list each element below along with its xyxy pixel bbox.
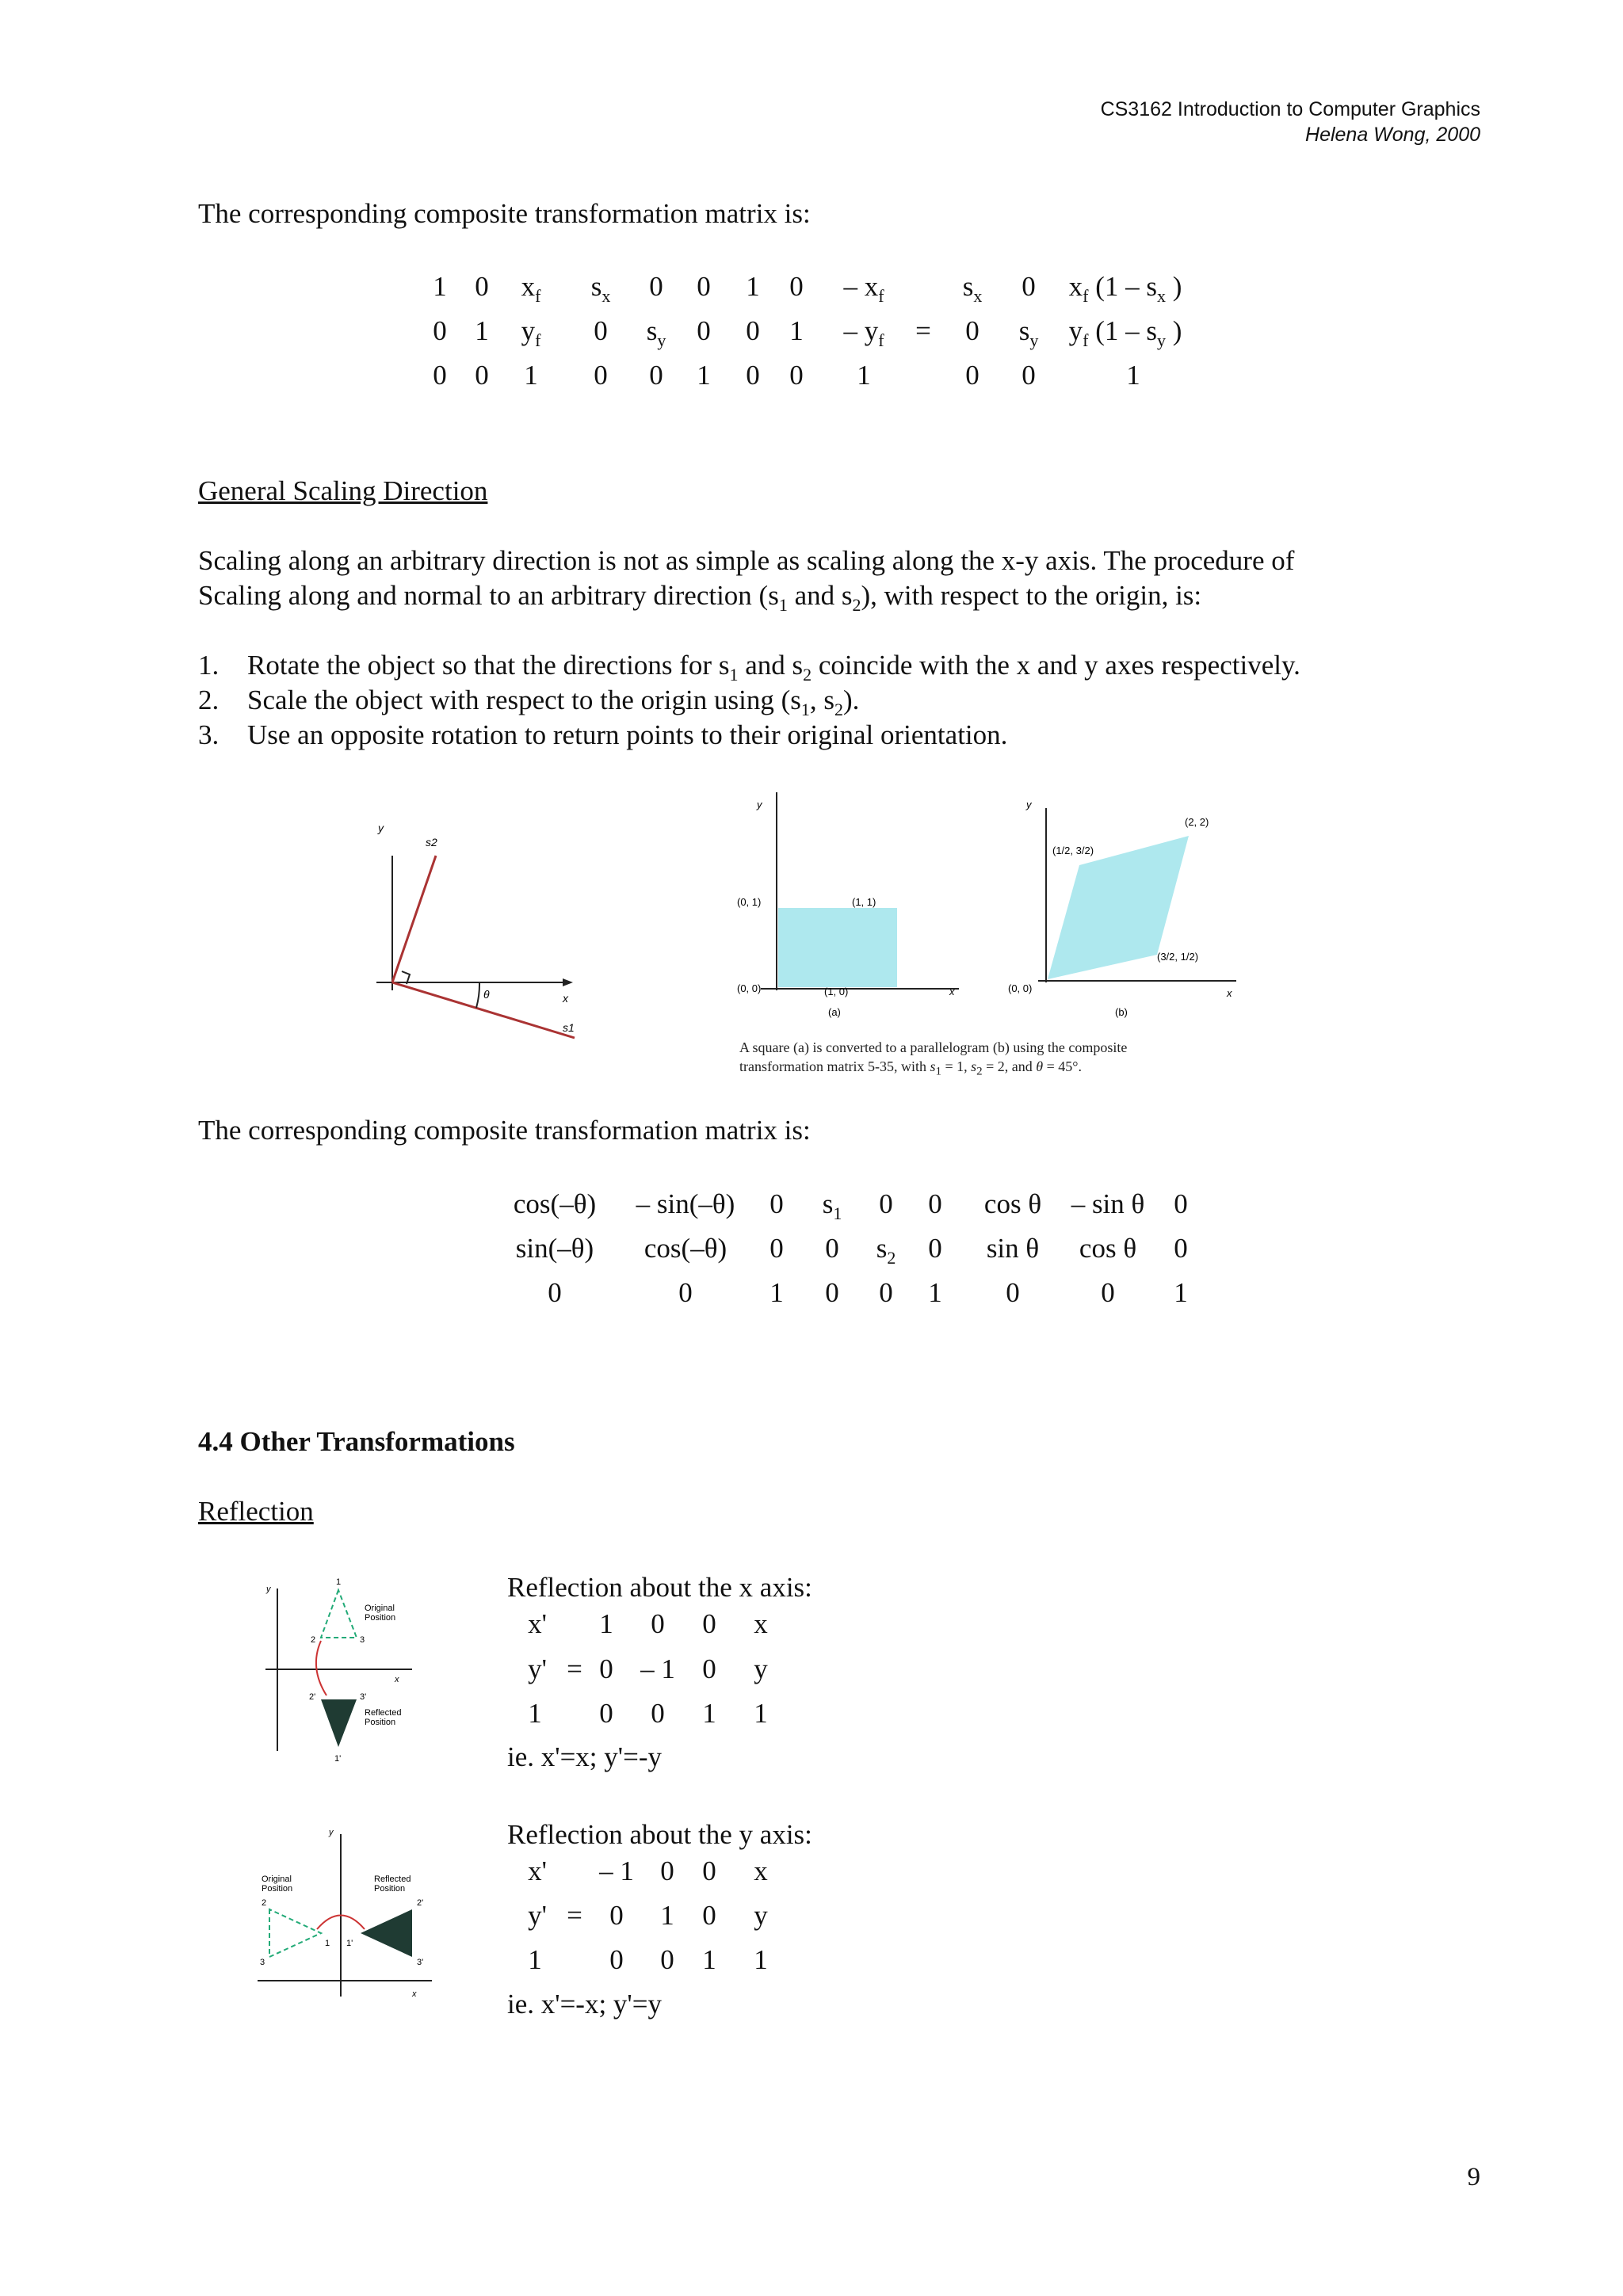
rx-reflected-label: Reflected xyxy=(365,1708,402,1718)
m2-r1-c5: 0 xyxy=(928,1233,942,1264)
general-scaling-heading: General Scaling Direction xyxy=(198,475,488,506)
ry-y-label: y xyxy=(329,1828,334,1837)
figure-caption-line1: A square (a) is converted to a parallelogram (b) using the composite xyxy=(739,1039,1128,1055)
m2-r1-c0: sin(–θ) xyxy=(515,1233,594,1264)
reflection-x-figure xyxy=(254,1573,428,1779)
m1-r1-c4: $s_y$ xyxy=(646,315,666,350)
m2-r1-c1: cos(–θ) xyxy=(643,1233,727,1264)
m2-r1-c8: 0 xyxy=(1174,1233,1188,1264)
ry-original-label-2: Position xyxy=(262,1884,293,1894)
rym-r0-c2: – 1 xyxy=(599,1855,634,1886)
step-1-text: Rotate the object so that the directions for $s_1$ and $s_2$ coincide with the x and y axes respectively. xyxy=(247,650,1300,685)
s1-label: s1 xyxy=(563,1021,575,1034)
unit-square xyxy=(778,908,897,987)
ry-p3: 3 xyxy=(260,1958,265,1967)
ry-reflected-label-2: Position xyxy=(374,1884,406,1894)
ry-x-label: x xyxy=(412,1989,417,1999)
rym-r2-c5: 1 xyxy=(754,1944,768,1975)
m1-r1-c9: 0 xyxy=(965,315,980,346)
m1-r2-c11: 1 xyxy=(1126,360,1140,391)
m1-r2-c6: 0 xyxy=(746,360,760,391)
ry-p2: 2 xyxy=(262,1898,267,1908)
rx-y-label: y xyxy=(266,1585,271,1594)
a-x-label: x xyxy=(949,986,955,997)
rxm-r2-c3: 0 xyxy=(651,1698,665,1729)
rym-r1-c1: = xyxy=(567,1900,582,1931)
m2-r0-c2: 0 xyxy=(769,1188,784,1219)
m1-r1-c7: 1 xyxy=(789,315,804,346)
m1-r0-c11: $x_f$ ($1 - s_x$ ) xyxy=(1068,271,1182,306)
rotated-axes-figure xyxy=(361,808,598,1046)
m1-r1-c5: 0 xyxy=(697,315,711,346)
ry-q3: 3' xyxy=(417,1958,424,1967)
step-2-number: 2. xyxy=(198,685,220,715)
rxm-r2-c2: 0 xyxy=(599,1698,613,1729)
m1-r2-c2: 1 xyxy=(524,360,538,391)
rym-r1-c5: y xyxy=(754,1900,768,1931)
b-caption-letter: (b) xyxy=(1115,1006,1128,1018)
b-y-label: y xyxy=(1026,799,1032,810)
rx-original-label-2: Position xyxy=(365,1613,396,1623)
m1-r0-c10: 0 xyxy=(1022,271,1036,302)
general-scaling-para-line2: Scaling along and normal to an arbitrary direction ($s_1$ and $s_2$), with respect to the origin, is: xyxy=(198,580,1202,615)
rx-q1: 1' xyxy=(334,1754,342,1764)
m1-r0-c5: 0 xyxy=(697,271,711,302)
rxm-r1-c2: 0 xyxy=(599,1653,613,1684)
rx-p3: 3 xyxy=(360,1635,365,1645)
m1-r1-c10: $s_y$ xyxy=(1018,315,1039,350)
m1-r2-c0: 0 xyxy=(433,360,447,391)
m2-r0-c4: 0 xyxy=(879,1188,893,1219)
rxm-r0-c4: 0 xyxy=(702,1608,716,1639)
rym-r1-c3: 1 xyxy=(660,1900,674,1931)
rxm-r1-c1: = xyxy=(567,1653,582,1684)
ry-reflected-triangle xyxy=(361,1909,412,1957)
rym-r2-c2: 0 xyxy=(609,1944,624,1975)
m2-r0-c7: – sin θ xyxy=(1071,1188,1145,1219)
a-caption-letter: (a) xyxy=(828,1006,841,1018)
intro2-text: The corresponding composite transformation matrix is: xyxy=(198,1115,811,1146)
rym-r1-c2: 0 xyxy=(609,1900,624,1931)
rxm-r2-c0: 1 xyxy=(528,1698,542,1729)
rym-r2-c4: 1 xyxy=(702,1944,716,1975)
ry-reflected-label: Reflected xyxy=(374,1875,411,1884)
rxm-r0-c0: x' xyxy=(528,1608,547,1639)
m1-r2-c4: 0 xyxy=(649,360,663,391)
ry-original-triangle xyxy=(269,1909,321,1957)
m2-r2-c5: 1 xyxy=(928,1277,942,1308)
b-label-half: (1/2, 3/2) xyxy=(1052,845,1094,856)
m1-r0-c0: 1 xyxy=(433,271,447,302)
rxm-r1-c4: 0 xyxy=(702,1653,716,1684)
m2-r2-c7: 0 xyxy=(1101,1277,1115,1308)
a-label-10: (1, 0) xyxy=(824,986,849,997)
reflect-x-result: ie. x'=x; y'=-y xyxy=(507,1741,662,1772)
m1-r0-c2: $x_f$ xyxy=(521,271,541,306)
intro-text: The corresponding composite transformation matrix is: xyxy=(198,198,811,229)
rx-original-label: Original xyxy=(365,1604,395,1613)
rx-p1: 1 xyxy=(336,1577,342,1587)
m1-r2-c7: 0 xyxy=(789,360,804,391)
m2-r2-c0: 0 xyxy=(548,1277,562,1308)
ry-q2: 2' xyxy=(417,1898,424,1908)
ry-original-label: Original xyxy=(262,1875,292,1884)
x-axis-label: x xyxy=(563,992,568,1005)
y-axis-label: y xyxy=(378,822,384,834)
step-3-number: 3. xyxy=(198,719,220,750)
theta-arc xyxy=(476,982,479,1008)
author-line: Helena Wong, 2000 xyxy=(1305,124,1480,146)
m2-r0-c8: 0 xyxy=(1174,1188,1188,1219)
rxm-r0-c2: 1 xyxy=(599,1608,613,1639)
m1-r1-c8: – $y_f$ xyxy=(843,315,884,350)
figure-caption-line2: transformation matrix 5-35, with $s_1 = 1$, $s_2 = 2$, and θ = 45°. xyxy=(739,1058,1082,1078)
m1-r2-c9: 0 xyxy=(965,360,980,391)
rx-x-label: x xyxy=(395,1675,399,1684)
rym-r0-c5: x xyxy=(754,1855,768,1886)
m1-r1-c6: 0 xyxy=(746,315,760,346)
m1-r1-c2: $y_f$ xyxy=(521,315,541,350)
m2-r2-c8: 1 xyxy=(1174,1277,1188,1308)
m1-r2-c5: 1 xyxy=(697,360,711,391)
m2-r0-c6: cos θ xyxy=(983,1188,1042,1219)
reflection-arrow xyxy=(316,1641,327,1695)
m1-r1-c11: $y_f$ ($1 - s_y$ ) xyxy=(1068,315,1182,350)
rx-q3: 3' xyxy=(360,1692,367,1702)
b-x-label: x xyxy=(1227,987,1232,999)
m1-r2-c1: 0 xyxy=(475,360,489,391)
step-3-text: Use an opposite rotation to return points to their original orientation. xyxy=(247,719,1008,750)
reflection-y-figure xyxy=(254,1822,444,2004)
m1-r1-c1: 1 xyxy=(475,315,489,346)
m2-r0-c0: cos(–θ) xyxy=(513,1188,597,1219)
rym-r0-c3: 0 xyxy=(660,1855,674,1886)
b-label-32: (3/2, 1/2) xyxy=(1157,951,1199,963)
course-title: CS3162 Introduction to Computer Graphics xyxy=(1100,98,1480,120)
x-axis-arrow-icon xyxy=(563,978,573,986)
section-4-4-heading: 4.4 Other Transformations xyxy=(198,1426,515,1457)
m2-r1-c3: 0 xyxy=(825,1233,839,1264)
s2-label: s2 xyxy=(426,836,437,849)
m2-r2-c6: 0 xyxy=(1006,1277,1020,1308)
rxm-r2-c4: 1 xyxy=(702,1698,716,1729)
rxm-r1-c0: y' xyxy=(528,1653,547,1684)
theta-label: θ xyxy=(483,988,490,1001)
s2-direction-line xyxy=(392,856,436,982)
m1-r0-c8: – $x_f$ xyxy=(843,271,884,306)
page-number: 9 xyxy=(1467,2163,1480,2191)
m1-equals: = xyxy=(915,315,931,346)
b-label-22: (2, 2) xyxy=(1185,816,1209,828)
m2-r0-c5: 0 xyxy=(928,1188,942,1219)
rym-r1-c4: 0 xyxy=(702,1900,716,1931)
step-1-number: 1. xyxy=(198,650,220,681)
m1-r2-c8: 1 xyxy=(857,360,871,391)
rym-r0-c4: 0 xyxy=(702,1855,716,1886)
m1-r0-c9: $s_x$ xyxy=(962,271,983,306)
rym-r2-c0: 1 xyxy=(528,1944,542,1975)
a-label-01: (0, 1) xyxy=(737,896,762,908)
reflect-y-result: ie. x'=-x; y'=y xyxy=(507,1989,662,2019)
rym-r2-c3: 0 xyxy=(660,1944,674,1975)
m1-r0-c6: 1 xyxy=(746,271,760,302)
m1-r0-c3: $s_x$ xyxy=(590,271,611,306)
reflect-y-title: Reflection about the y axis: xyxy=(507,1819,812,1850)
m1-r2-c10: 0 xyxy=(1022,360,1036,391)
m2-r0-c1: – sin(–θ) xyxy=(636,1188,735,1219)
m2-r1-c4: $s_2$ xyxy=(876,1233,896,1268)
m1-r1-c3: 0 xyxy=(594,315,608,346)
a-label-11: (1, 1) xyxy=(852,896,876,908)
m2-r2-c3: 0 xyxy=(825,1277,839,1308)
m2-r1-c7: cos θ xyxy=(1079,1233,1137,1264)
m2-r1-c6: sin θ xyxy=(986,1233,1040,1264)
step-2-text: Scale the object with respect to the origin using ($s_1$, $s_2$). xyxy=(247,685,860,719)
reflected-triangle xyxy=(321,1699,357,1747)
rxm-r0-c3: 0 xyxy=(651,1608,665,1639)
b-label-00: (0, 0) xyxy=(1008,982,1033,994)
m2-r2-c4: 0 xyxy=(879,1277,893,1308)
rxm-r1-c5: y xyxy=(754,1653,768,1684)
rxm-r0-c5: x xyxy=(754,1608,768,1639)
rxm-r2-c5: 1 xyxy=(754,1698,768,1729)
original-triangle xyxy=(321,1590,357,1638)
a-label-00: (0, 0) xyxy=(737,982,762,994)
m2-r0-c3: $s_1$ xyxy=(822,1188,842,1223)
rym-r0-c0: x' xyxy=(528,1855,547,1886)
m1-r0-c4: 0 xyxy=(649,271,663,302)
m1-r0-c1: 0 xyxy=(475,271,489,302)
a-y-label: y xyxy=(757,799,762,810)
ry-p1: 1 xyxy=(325,1939,330,1948)
m2-r2-c1: 0 xyxy=(678,1277,693,1308)
rx-p2: 2 xyxy=(311,1635,316,1645)
reflection-heading: Reflection xyxy=(198,1496,314,1527)
square-parallelogram-figure xyxy=(729,792,1260,1030)
m2-r2-c2: 1 xyxy=(769,1277,784,1308)
rxm-r1-c3: – 1 xyxy=(640,1653,675,1684)
m1-r2-c3: 0 xyxy=(594,360,608,391)
m1-r1-c0: 0 xyxy=(433,315,447,346)
general-scaling-para-line1: Scaling along an arbitrary direction is not as simple as scaling along the x-y axis. The procedure of xyxy=(198,545,1295,576)
ry-q1: 1' xyxy=(346,1939,353,1948)
m2-r1-c2: 0 xyxy=(769,1233,784,1264)
rx-reflected-label-2: Position xyxy=(365,1718,396,1727)
rx-q2: 2' xyxy=(309,1692,316,1702)
reflect-x-title: Reflection about the x axis: xyxy=(507,1572,812,1603)
rym-r1-c0: y' xyxy=(528,1900,547,1931)
m1-r0-c7: 0 xyxy=(789,271,804,302)
